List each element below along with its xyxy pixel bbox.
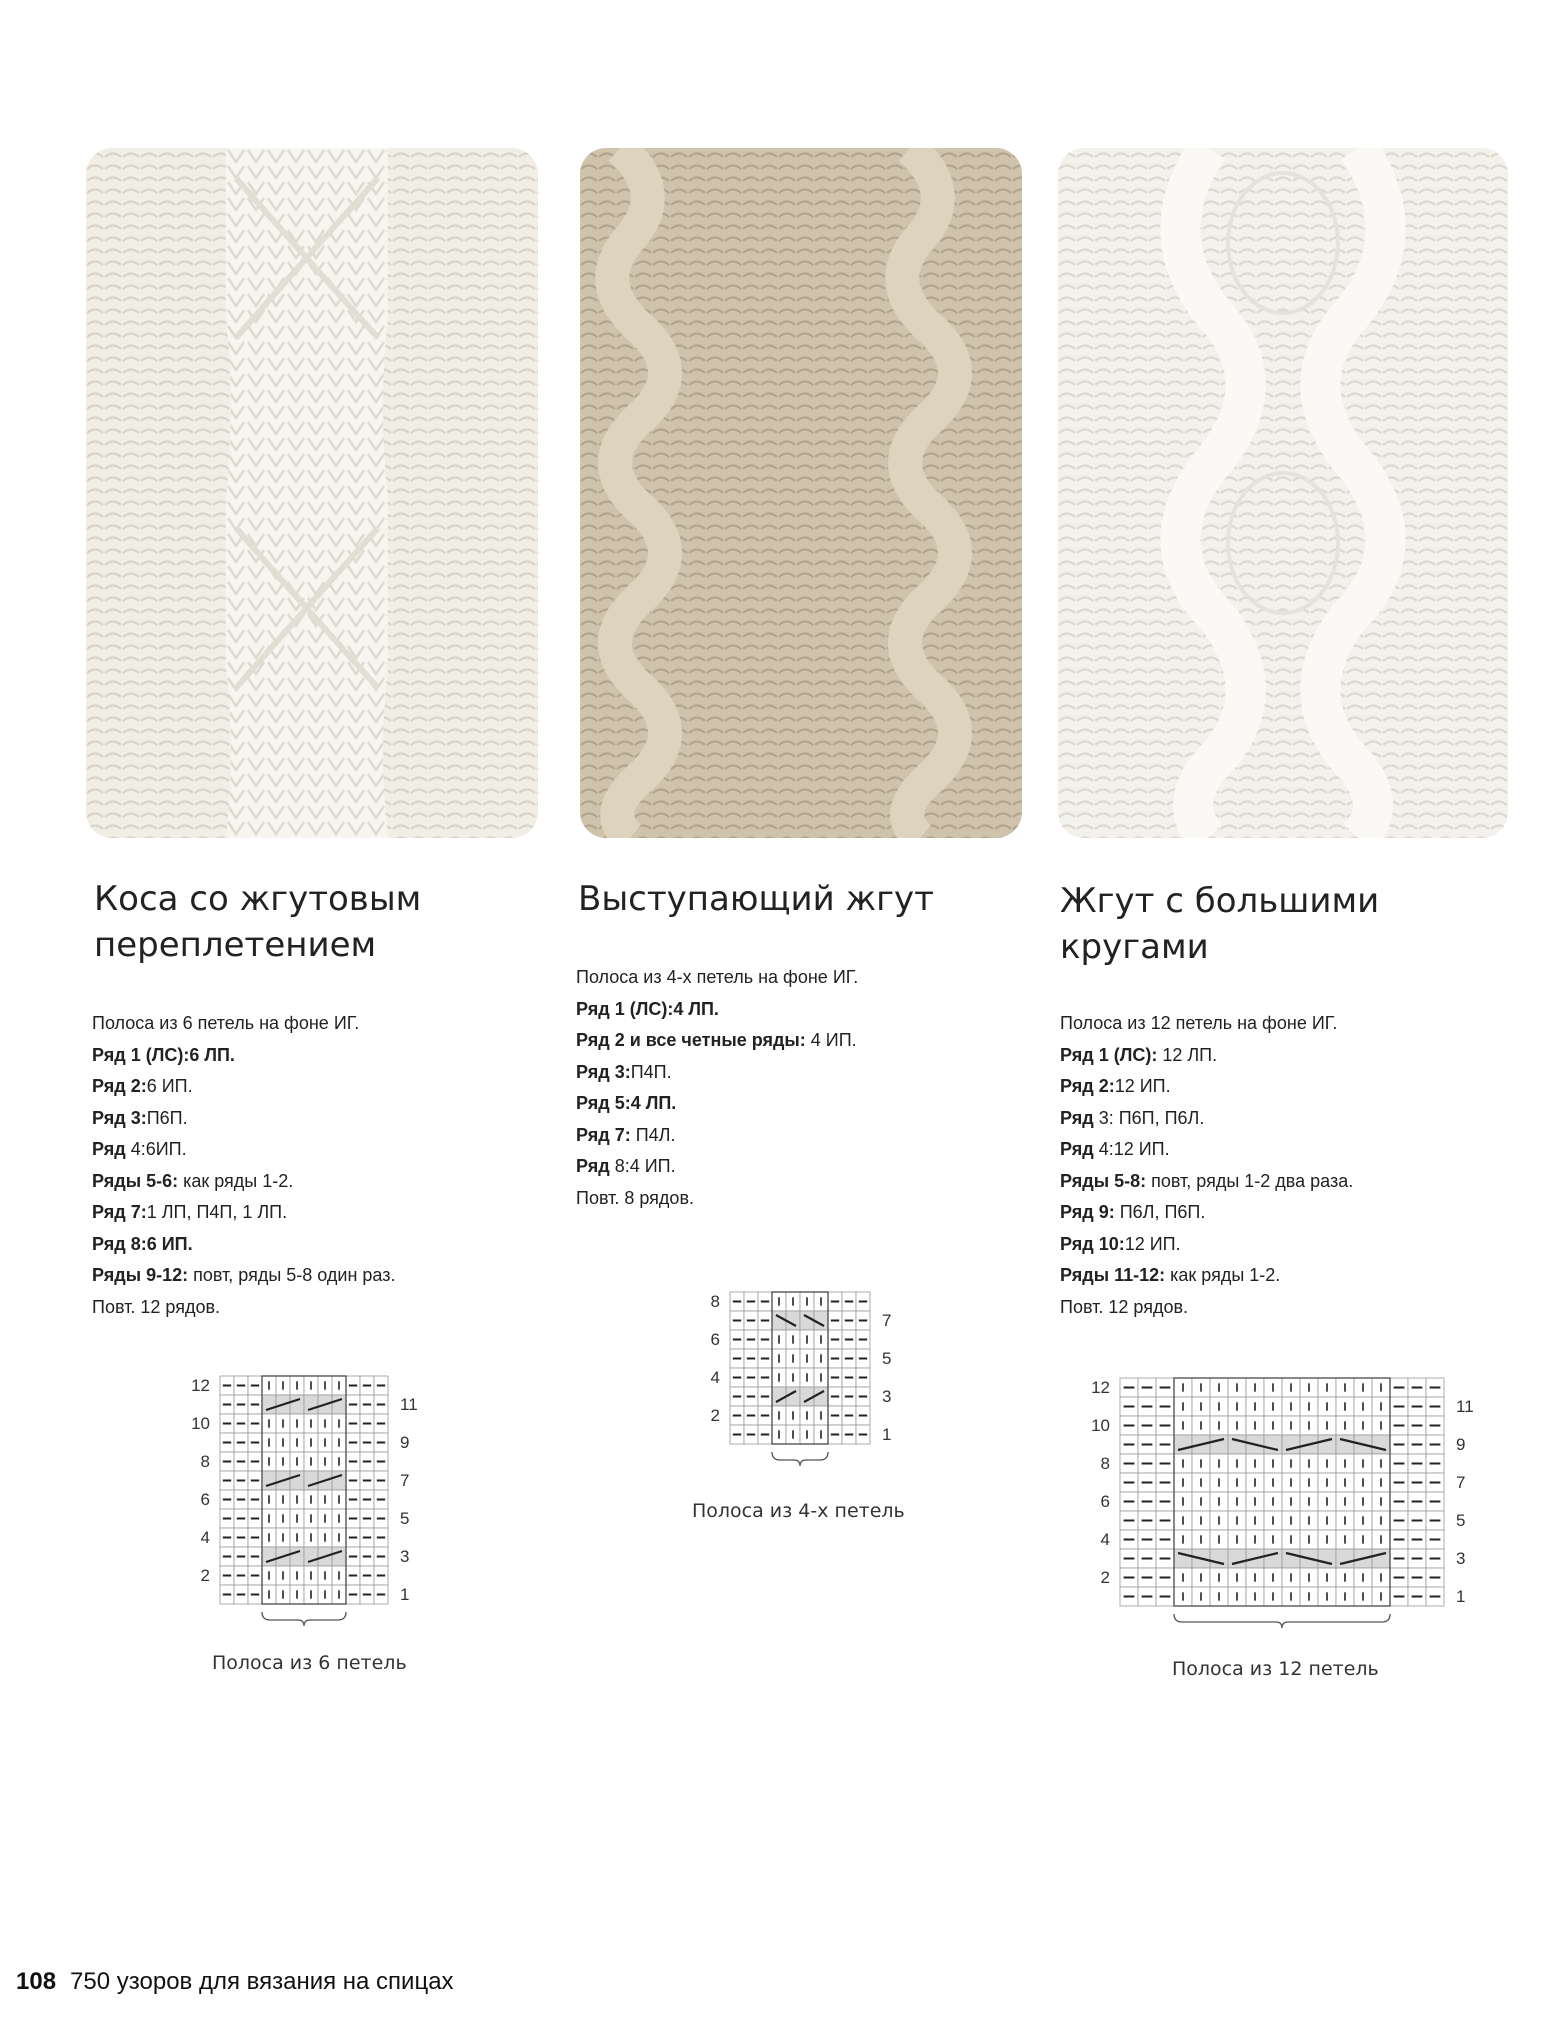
row-number-right: 3 (1456, 1549, 1466, 1569)
pattern-title-3-line1: Жгут с большими (1060, 881, 1380, 921)
instruction-line: Повт. 12 рядов. (1060, 1296, 1189, 1317)
instruction-line: Ряд 2:12 ИП. (1060, 1076, 1171, 1096)
row-number-left: 12 (1091, 1378, 1110, 1398)
chart-cell (304, 1471, 318, 1490)
swatch-photo-2 (580, 148, 1022, 838)
instruction-line: Ряд 4:6ИП. (92, 1139, 187, 1159)
chart-cell (1282, 1435, 1300, 1454)
pattern-title-3 (1060, 878, 1379, 970)
instruction-line: Ряд 7: П4Л. (576, 1124, 676, 1145)
instruction-line: Ряд 1 (ЛС):4 ЛП. (576, 998, 719, 1019)
chart-grid-3 (1080, 1372, 1480, 1642)
instruction-line: Полоса из 6 петель на фоне ИГ. (92, 1013, 360, 1033)
row-number-right: 1 (400, 1585, 410, 1605)
chart-caption-1: Полоса из 6 петель (212, 1652, 407, 1674)
instruction-line: Ряд 3:П4П. (576, 1061, 672, 1082)
chart-cell (262, 1471, 276, 1490)
pattern-title-1 (94, 876, 421, 968)
chart-cell (1372, 1549, 1390, 1568)
book-title: 750 узоров для вязания на спицах (70, 1968, 454, 1995)
chart-cell (332, 1395, 346, 1414)
row-number-left: 2 (1100, 1568, 1110, 1588)
pattern-title-3-line2: кругами (1060, 927, 1209, 967)
instruction-line: Ряд 9: П6Л, П6П. (1060, 1202, 1206, 1222)
instruction-line: Ряд 7:1 ЛП, П4П, 1 ЛП. (92, 1202, 288, 1222)
row-number-left: 6 (710, 1330, 720, 1350)
row-number-right: 5 (882, 1349, 892, 1369)
pattern-instructions-1 (92, 1008, 395, 1323)
chart-caption-2: Полоса из 4-х петель (692, 1500, 905, 1522)
chart-cell (262, 1547, 276, 1566)
chart-cell (332, 1471, 346, 1490)
pattern-title-1-line1: Коса со жгутовым (94, 879, 422, 919)
instruction-line: Ряды 5-6: как ряды 1-2. (92, 1170, 294, 1191)
chart-cell (262, 1395, 276, 1414)
chart-caption-3: Полоса из 12 петель (1172, 1658, 1379, 1680)
chart-cell (290, 1471, 304, 1490)
row-number-left: 10 (1091, 1416, 1110, 1436)
chart-cell (1228, 1435, 1246, 1454)
row-number-left: 8 (200, 1452, 210, 1472)
instruction-line: Повт. 8 рядов. (576, 1187, 695, 1208)
instruction-line: Ряды 11-12: как ряды 1-2. (1060, 1265, 1281, 1285)
knitting-chart-2 (690, 1286, 910, 1466)
row-number-left: 8 (710, 1292, 720, 1312)
row-number-left: 2 (710, 1406, 720, 1426)
row-number-left: 4 (710, 1368, 720, 1388)
chart-cell (304, 1395, 318, 1414)
chart-cell (1372, 1435, 1390, 1454)
chart-cell (1210, 1549, 1228, 1568)
instruction-line: Ряд 3: П6П, П6Л. (1060, 1107, 1205, 1128)
row-number-right: 3 (882, 1387, 892, 1407)
chart-cell (1336, 1549, 1354, 1568)
row-number-right: 7 (882, 1311, 892, 1331)
chart-cell (290, 1395, 304, 1414)
instruction-line: Ряд 1 (ЛС): 12 ЛП. (1060, 1044, 1218, 1065)
row-number-right: 9 (400, 1433, 410, 1453)
instruction-line: Ряд 1 (ЛС):6 ЛП. (92, 1044, 235, 1065)
instruction-line: Ряды 9-12: повт, ряды 5-8 один раз. (92, 1265, 396, 1285)
row-number-left: 2 (200, 1566, 210, 1586)
row-number-right: 9 (1456, 1435, 1466, 1455)
chart-cell (1318, 1549, 1336, 1568)
page-footer (16, 1968, 454, 1996)
panel-brace (772, 1452, 828, 1466)
chart-cell (1282, 1549, 1300, 1568)
row-number-left: 10 (191, 1414, 210, 1434)
row-number-left: 8 (1100, 1454, 1110, 1474)
pattern-title-2-line1: Выступающий жгут (578, 879, 934, 919)
chart-cell (1210, 1435, 1228, 1454)
instruction-line: Ряд 3:П6П. (92, 1107, 188, 1128)
row-number-right: 1 (1456, 1587, 1466, 1607)
row-number-right: 7 (400, 1471, 410, 1491)
instruction-line: Полоса из 4-х петель на фоне ИГ. (576, 967, 859, 987)
row-number-left: 6 (200, 1490, 210, 1510)
instruction-line: Ряд 2 и все четные ряды: 4 ИП. (576, 1030, 857, 1050)
row-number-right: 11 (400, 1395, 418, 1415)
row-number-left: 12 (191, 1376, 210, 1396)
panel-brace (262, 1612, 346, 1626)
instruction-line: Полоса из 12 петель на фоне ИГ. (1060, 1013, 1338, 1033)
panel-brace (1174, 1614, 1390, 1628)
instruction-line: Ряд 5:4 ЛП. (576, 1093, 677, 1113)
knitting-chart-3 (1080, 1372, 1480, 1642)
instruction-line: Ряд 2:6 ИП. (92, 1076, 193, 1096)
chart-grid-2 (690, 1286, 910, 1466)
row-number-left: 4 (1100, 1530, 1110, 1550)
chart-cell (304, 1547, 318, 1566)
row-number-right: 11 (1456, 1397, 1474, 1417)
pattern-title-2 (578, 876, 934, 922)
page-number: 108 (16, 1968, 57, 1995)
chart-cell (1336, 1435, 1354, 1454)
chart-cell (1264, 1549, 1282, 1568)
swatch-photo-3 (1058, 148, 1508, 838)
row-number-left: 4 (200, 1528, 210, 1548)
chart-cell (1174, 1549, 1192, 1568)
row-number-left: 6 (1100, 1492, 1110, 1512)
row-number-right: 3 (400, 1547, 410, 1567)
chart-cell (290, 1547, 304, 1566)
chart-cell (332, 1547, 346, 1566)
pattern-instructions-2 (576, 962, 858, 1214)
instruction-line: Ряд 4:12 ИП. (1060, 1139, 1170, 1159)
instruction-line: Повт. 12 рядов. (92, 1296, 221, 1317)
instruction-line: Ряд 8:6 ИП. (92, 1233, 193, 1254)
chart-grid-1 (180, 1370, 430, 1640)
row-number-right: 1 (882, 1425, 892, 1445)
row-number-right: 5 (400, 1509, 410, 1529)
row-number-right: 5 (1456, 1511, 1466, 1531)
row-number-right: 7 (1456, 1473, 1466, 1493)
chart-cell (1318, 1435, 1336, 1454)
pattern-title-1-line2: переплетением (94, 925, 377, 965)
instruction-line: Ряд 8:4 ИП. (576, 1156, 676, 1176)
chart-cell (1174, 1435, 1192, 1454)
instruction-line: Ряд 10:12 ИП. (1060, 1233, 1181, 1254)
chart-cell (1228, 1549, 1246, 1568)
chart-cell (1264, 1435, 1282, 1454)
pattern-instructions-3 (1060, 1008, 1353, 1323)
knitting-chart-1 (180, 1370, 430, 1640)
swatch-photo-1 (86, 148, 538, 838)
instruction-line: Ряды 5-8: повт, ряды 1-2 два раза. (1060, 1170, 1354, 1191)
